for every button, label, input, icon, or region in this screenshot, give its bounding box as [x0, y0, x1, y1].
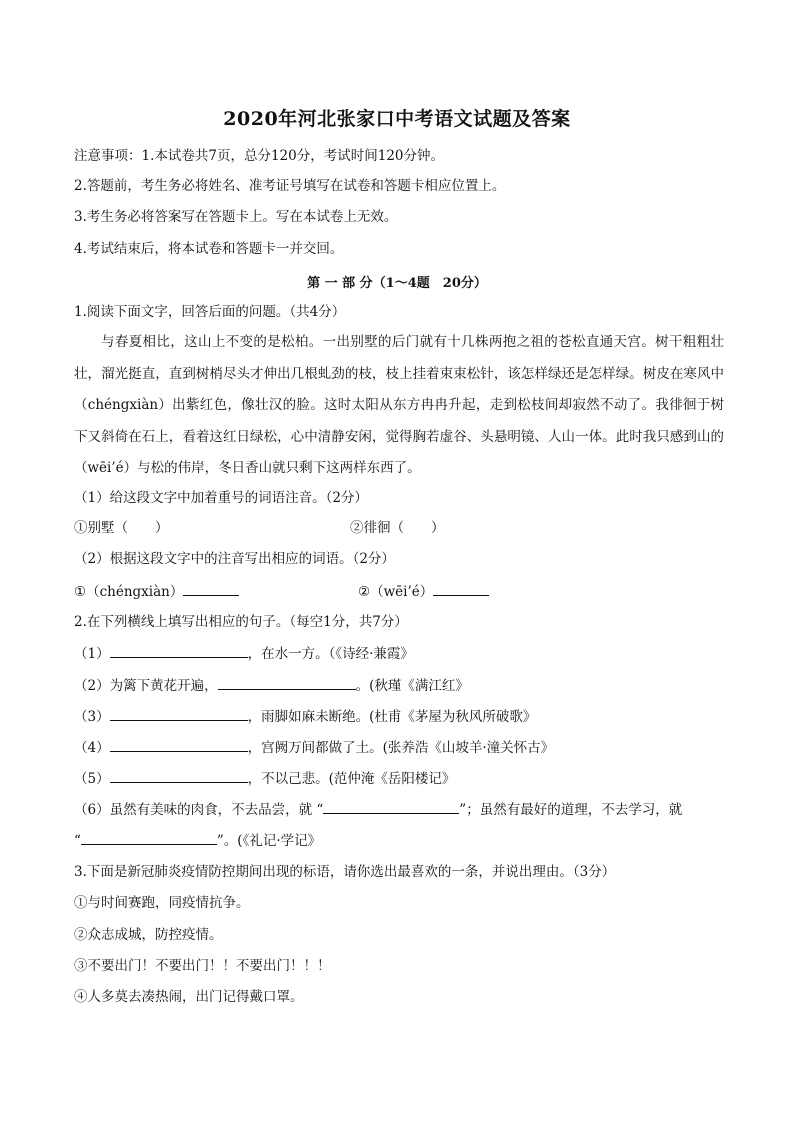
notice-line-4: 4.考试结束后，将本试卷和答题卡一并交回。 [74, 241, 344, 257]
question-1-sub-2-a-row [74, 581, 239, 602]
question-1-sub-1: （1）给这段文字中加着重号的词语注音。（2分） [74, 490, 368, 506]
item-suffix: ，不以己悲。(范仲淹《岳阳楼记》 [247, 771, 456, 787]
section-heading: 第 一 部 分（1～4题 20分） [307, 276, 487, 291]
question-1-prompt: 1.阅读下面文字，回答后面的问题。（共4分） [74, 304, 346, 320]
item-prefix: （4） [74, 740, 110, 756]
answer-blank[interactable] [81, 830, 217, 845]
question-2-item-3 [74, 706, 536, 727]
answer-blank[interactable] [110, 643, 248, 658]
question-1-sub-2-b: ②（wēi’é） [358, 584, 434, 600]
question-3-option-4: ④人多莫去凑热闹，出门记得戴口罩。 [74, 989, 304, 1005]
question-2-item-5 [74, 768, 455, 789]
item-6-part-a: （6）虽然有美味的肉食，不去品尝，就 “ [74, 802, 324, 818]
item-6-part-b: ”；虽然有最好的道理，不去学习，就 [459, 802, 683, 818]
question-1-sub-2-b-row [358, 581, 489, 602]
question-2-item-1 [74, 643, 414, 664]
question-3-prompt: 3.下面是新冠肺炎疫情防控期间出现的标语，请你选出最喜欢的一条，并说出理由。（3分） [74, 864, 616, 880]
question-2-item-4 [74, 737, 554, 758]
answer-blank[interactable] [433, 581, 489, 596]
reading-passage: 与春夏相比，这山上不变的是松柏。一出别墅的后门就有十几株两抱之祖的苍松直通天宫。树干粗粗壮壮，溜光挺直，直到树梢尽头才伸出几根虬劲的枝，枝上挂着束束松针，该怎样绿还是怎样绿。树皮在寒风中（chéngxiàn）出紫红色，像壮汉的脸。这时太阳从东方冉冉升起，走到松枝间却寂然不动了。我徘徊于树下又斜倚在石上，看着这红日绿松，心中清静安闲，觉得胸若虚谷、头悬明镜、人山一体。此时我只感到山的（wēi’é）与松的伟岸，冬日香山就只剩下这两样东西了。 [74, 334, 724, 476]
question-3-option-2: ②众志成城，防控疫情。 [74, 927, 223, 943]
notice-line-3: 3.考生务必将答案写在答题卡上。写在本试卷上无效。 [74, 209, 398, 225]
question-3-option-3: ③不要出门！不要出门！！不要出门！！！ [74, 958, 331, 974]
question-2-item-6 [74, 799, 682, 820]
notice-line-1: 注意事项：1.本试卷共7页，总分120分，考试时间120分钟。 [74, 148, 445, 164]
item-prefix: （5） [74, 771, 110, 787]
question-3-option-1: ①与时间赛跑，同疫情抗争。 [74, 895, 250, 911]
answer-blank[interactable] [110, 737, 248, 752]
item-suffix: ，雨脚如麻未断绝。(杜甫《茅屋为秋风所破歌》 [247, 709, 537, 725]
item-suffix: ，在水一方。（《诗经·兼霞》 [247, 646, 414, 662]
question-1-sub-2: （2）根据这段文字中的注音写出相应的词语。（2分） [74, 551, 395, 567]
item-prefix: （3） [74, 709, 110, 725]
question-2-item-6-cont [74, 830, 321, 851]
question-2-item-2 [74, 675, 469, 696]
answer-blank[interactable] [183, 581, 239, 596]
item-suffix: ，宫阙万间都做了土。(张养浩《山坡羊·潼关怀古》 [247, 740, 555, 756]
notice-line-2: 2.答题前，考生务必将姓名、准考证号填写在试卷和答题卡相应位置上。 [74, 178, 506, 194]
answer-blank[interactable] [110, 706, 248, 721]
item-prefix: （2）为篱下黄花开遍， [74, 678, 218, 694]
item-suffix: 。(秋瑾《满江红》 [355, 678, 469, 694]
item-prefix: （1） [74, 646, 110, 662]
item-6-part-c: “ [74, 833, 81, 849]
question-1-sub-1-b: ②徘徊（ ） [350, 520, 445, 536]
item-6-part-d: ”。(《礼记·学记》 [216, 833, 322, 849]
question-1-sub-2-a: ①（chéngxiàn） [74, 584, 184, 600]
answer-blank[interactable] [323, 799, 459, 814]
question-1-sub-1-a: ①别墅（ ） [74, 520, 169, 536]
answer-blank[interactable] [218, 675, 356, 690]
answer-blank[interactable] [110, 768, 248, 783]
question-2-prompt: 2.在下列横线上填写出相应的句子。（每空1分，共7分） [74, 614, 408, 630]
page-title: 2020年河北张家口中考语文试题及答案 [223, 108, 571, 130]
